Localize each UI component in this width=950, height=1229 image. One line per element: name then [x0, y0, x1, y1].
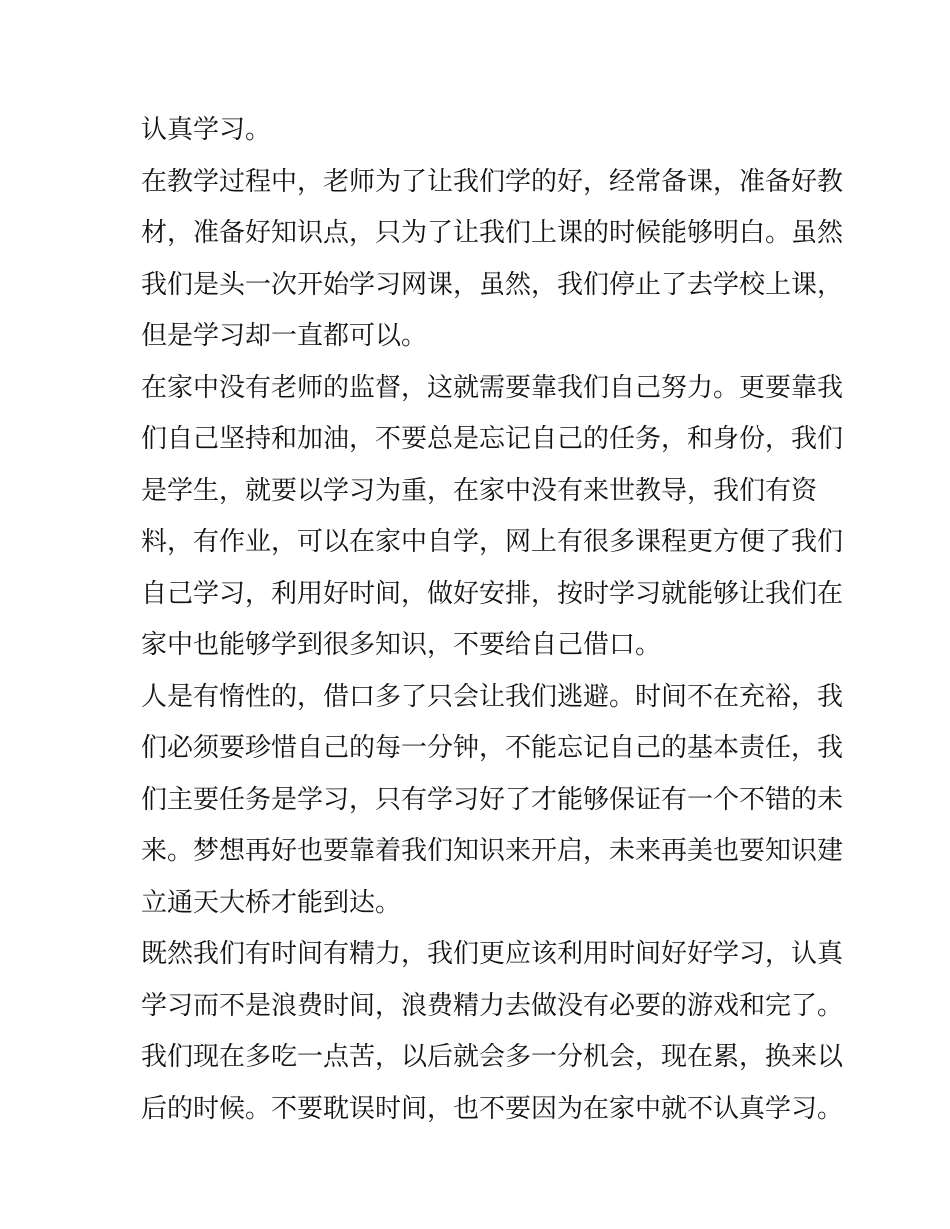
text-line: 后的时候。不要耽误时间，也不要因为在家中就不认真学习。: [141, 1093, 844, 1124]
text-line: 们主要任务是学习，只有学习好了才能够保证有一个不错的未: [141, 784, 844, 815]
text-line: 但是学习却一直都可以。: [141, 321, 428, 351]
text-line: 既然我们有时间有精力，我们更应该利用时间好好学习，认真: [141, 939, 844, 969]
text-line: 来。梦想再好也要靠着我们知识来开启，未来再美也要知识建: [141, 836, 844, 866]
text-line: 我们是头一次开始学习网课，虽然，我们停止了去学校上课，: [141, 269, 844, 300]
text-line: 材，准备好知识点，只为了让我们上课的时候能够明白。虽然: [141, 218, 844, 248]
text-line: 是学生，就要以学习为重，在家中没有来世教导，我们有资: [141, 475, 818, 506]
text-line: 料，有作业，可以在家中自学，网上有很多课程更方便了我们: [141, 527, 844, 557]
text-line: 我们现在多吃一点苦，以后就会多一分机会，现在累，换来以: [141, 1042, 844, 1072]
text-line: 在教学过程中，老师为了让我们学的好，经常备课，准备好教: [141, 166, 844, 197]
text-line: 立通天大桥才能到达。: [141, 887, 402, 918]
text-line: 自己学习，利用好时间，做好安排，按时学习就能够让我们在: [141, 578, 844, 609]
text-line: 认真学习。: [141, 115, 272, 145]
text-line: 们必须要珍惜自己的每一分钟，不能忘记自己的基本责任，我: [141, 733, 844, 763]
text-line: 家中也能够学到很多知识，不要给自己借口。: [141, 630, 662, 660]
document-body: [141, 108, 844, 1138]
text-line: 人是有惰性的，借口多了只会让我们逃避。时间不在充裕，我: [141, 681, 844, 712]
text-line: 学习而不是浪费时间，浪费精力去做没有必要的游戏和完了。: [141, 990, 844, 1021]
text-line: 们自己坚持和加油，不要总是忘记自己的任务，和身份，我们: [141, 424, 844, 454]
text-line: 在家中没有老师的监督，这就需要靠我们自己努力。更要靠我: [141, 372, 844, 403]
